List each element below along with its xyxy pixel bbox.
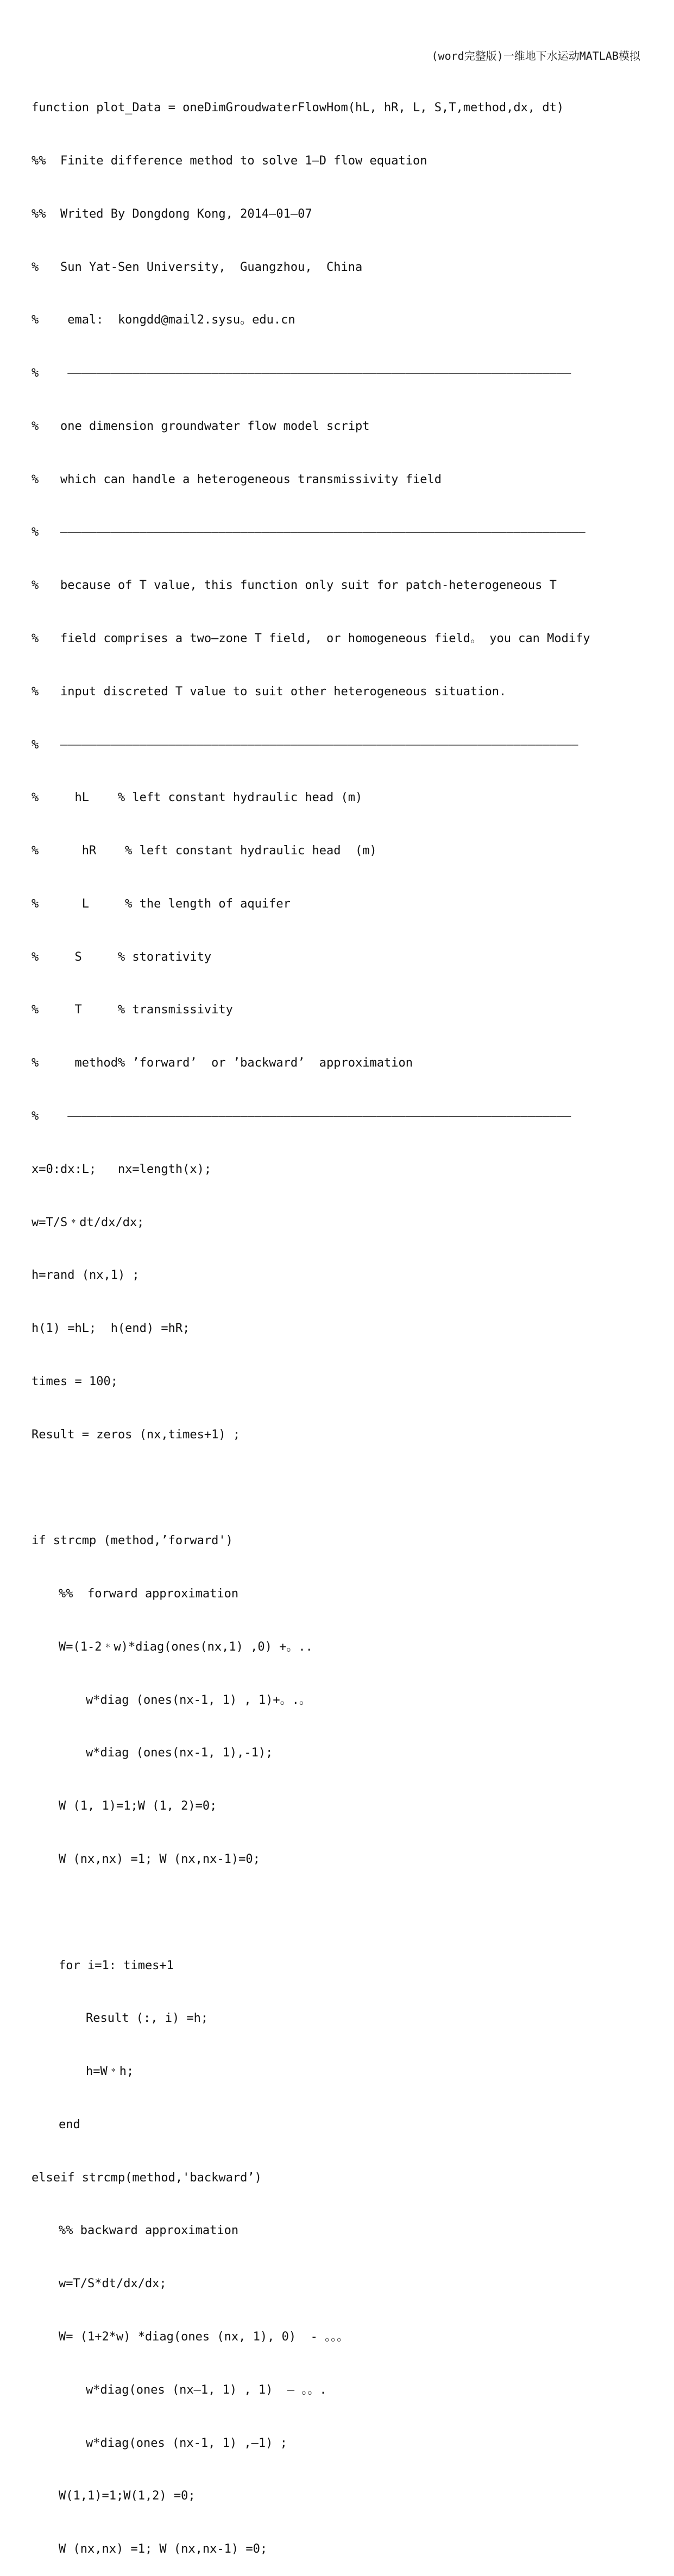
code-line: w=T/S*dt/dx/dx; — [59, 2277, 167, 2291]
code-line: elseif strcmp(method,'backward’) — [32, 2171, 262, 2185]
code-line: % method% ’forward’ or ’backward’ approximation — [32, 1056, 413, 1070]
code-line: Result = zeros (nx,times+1) ; — [32, 1427, 241, 1442]
code-line: % —————————————————————————————————————————————————————————————————————— — [32, 1109, 571, 1124]
code-line: W= (1+2*w) *diag(ones (nx, 1), 0) - 。。。 — [59, 2330, 349, 2344]
page-header-title: (word完整版)一维地下水运动MATLAB模拟 — [431, 49, 640, 62]
code-line: h(1) =hL; h(end) =hR; — [32, 1322, 190, 1336]
code-line: w*diag(ones (nx-1, 1) ,—1) ; — [86, 2436, 287, 2450]
code-line: w*diag (ones(nx-1, 1) , 1)+。.。 — [86, 1693, 311, 1707]
code-line: h=rand (nx,1) ; — [32, 1268, 140, 1283]
code-line: % ———————————————————————————————————————————————————————————————————————— — [32, 738, 578, 752]
code-line: %% backward approximation — [59, 2224, 239, 2238]
code-listing — [32, 64, 645, 2576]
code-line: W (nx,nx) =1; W (nx,nx-1)=0; — [59, 1852, 260, 1866]
code-line: if strcmp (method,’forward') — [32, 1534, 233, 1548]
code-line: W (nx,nx) =1; W (nx,nx-1) =0; — [59, 2542, 268, 2556]
code-line: W (1, 1)=1;W (1, 2)=0; — [59, 1799, 217, 1813]
code-line: % S % storativity — [32, 950, 212, 964]
code-line: % ————————————————————————————————————————————————————————————————————————— — [32, 525, 585, 540]
code-line: h=W﹡h; — [86, 2065, 134, 2079]
code-line: % which can handle a heterogeneous transmissivity field — [32, 472, 442, 486]
code-line: Result (:, i) =h; — [86, 2012, 209, 2026]
code-line: times = 100; — [32, 1374, 118, 1388]
code-line: % —————————————————————————————————————————————————————————————————————— — [32, 366, 571, 380]
code-line: x=0:dx:L; nx=length(x); — [32, 1162, 212, 1176]
code-line: %% forward approximation — [59, 1587, 239, 1601]
code-line: % L % the length of aquifer — [32, 897, 291, 911]
code-line: % hL % left constant hydraulic head (m) — [32, 791, 363, 805]
code-line: % field comprises a two—zone T field, or homogeneous field。 you can Modify — [32, 632, 590, 645]
code-line: w=T/S﹡dt/dx/dx; — [32, 1215, 144, 1229]
code-line: end — [59, 2117, 80, 2131]
code-line: % hR % left constant hydraulic head (m) — [32, 844, 377, 858]
code-line: %% Writed By Dongdong Kong, 2014—01—07 — [32, 207, 312, 221]
code-line: % because of T value, this function only suit for patch-heterogeneous T — [32, 579, 557, 593]
code-line: w*diag(ones (nx—1, 1) , 1) — 。。. — [86, 2383, 327, 2397]
code-line — [32, 1480, 645, 1498]
code-line: % one dimension groundwater flow model script — [32, 419, 370, 433]
code-line: for i=1: times+1 — [59, 1958, 174, 1972]
code-line: W(1,1)=1;W(1,2) =0; — [59, 2489, 196, 2503]
code-line: % Sun Yat-Sen University, Guangzhou, China — [32, 260, 363, 274]
code-line: % T % transmissivity — [32, 1003, 233, 1017]
code-line — [32, 1904, 645, 1922]
code-line: function plot_Data = oneDimGroudwaterFlowHom(hL, hR, L, S,T,method,dx, dt) — [32, 101, 564, 115]
code-line: W=(1-2﹡w)*diag(ones(nx,1) ,0) +。.. — [59, 1640, 313, 1654]
code-line: % input discreted T value to suit other heterogeneous situation. — [32, 684, 507, 699]
code-line: %% Finite difference method to solve 1—D flow equation — [32, 154, 427, 168]
code-line: w*diag (ones(nx-1, 1),-1); — [86, 1746, 273, 1760]
code-line: % emal: kongdd@mail2.sysu。edu.cn — [32, 313, 295, 327]
